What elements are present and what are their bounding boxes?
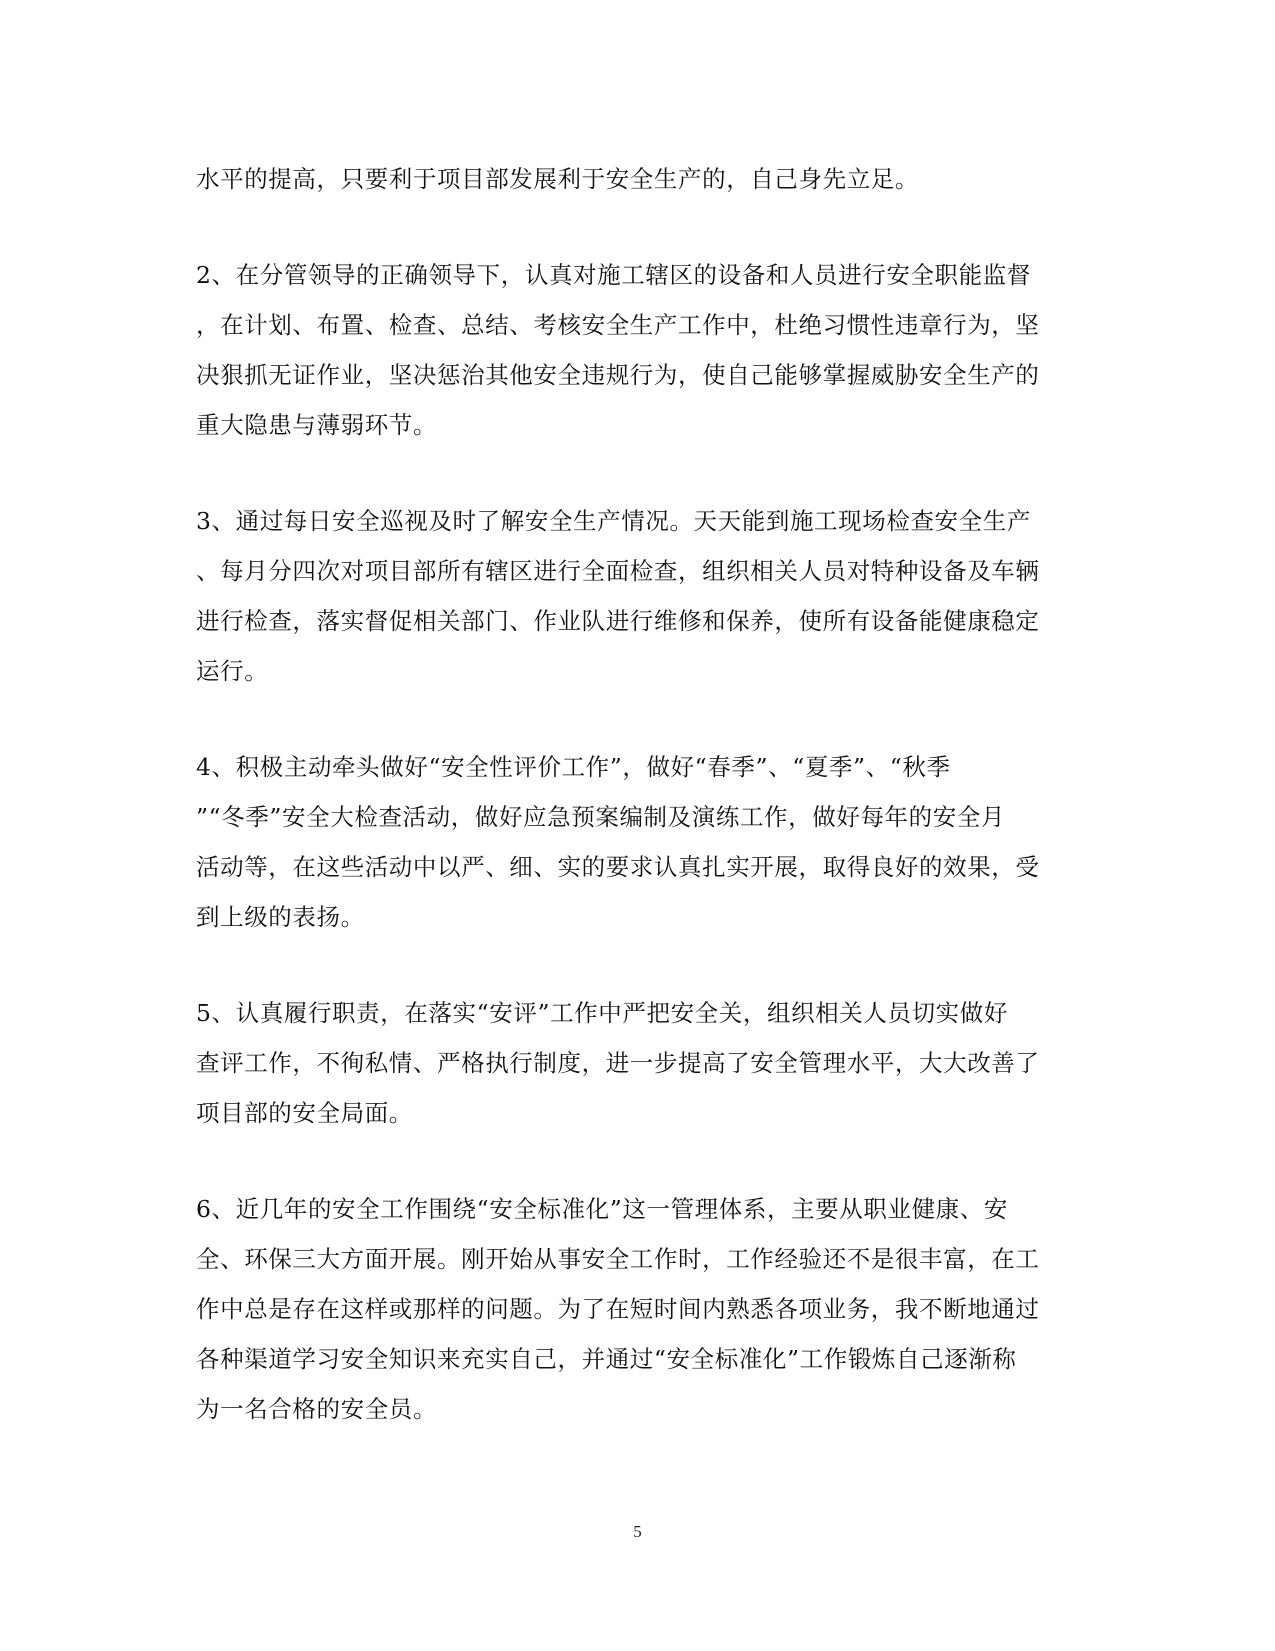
text-line: 3、通过每日安全巡视及时了解安全生产情况。天天能到施工现场检查安全生产	[196, 507, 1031, 535]
paragraph-3	[196, 496, 1076, 696]
text-line: 5、认真履行职责，在落实“安评”工作中严把安全关，组织相关人员切实做好	[196, 999, 1008, 1027]
paragraph-6	[196, 1184, 1076, 1434]
text-line: 2、在分管领导的正确领导下，认真对施工辖区的设备和人员进行安全职能监督	[196, 261, 1031, 289]
text-line: 各种渠道学习安全知识来充实自己，并通过“安全标准化”工作锻炼自己逐渐称	[196, 1345, 1017, 1373]
paragraph-5	[196, 988, 1076, 1138]
text-line: 重大隐患与薄弱环节。	[196, 411, 437, 439]
paragraph-2	[196, 250, 1076, 450]
paragraph-4	[196, 742, 1076, 942]
text-line: 6、近几年的安全工作围绕“安全标准化”这一管理体系，主要从职业健康、安	[196, 1195, 1008, 1223]
body-text	[196, 154, 1076, 1480]
text-line: 查评工作，不徇私情、严格执行制度，进一步提高了安全管理水平，大大改善了	[196, 1049, 1040, 1077]
text-line: ，在计划、布置、检查、总结、考核安全生产工作中，杜绝习惯性违章行为，坚	[196, 311, 1040, 339]
text-line: 进行检查，落实督促相关部门、作业队进行维修和保养，使所有设备能健康稳定	[196, 607, 1040, 635]
text-line: 全、环保三大方面开展。刚开始从事安全工作时，工作经验还不是很丰富，在工	[196, 1245, 1040, 1273]
text-line: 活动等，在这些活动中以严、细、实的要求认真扎实开展，取得良好的效果，受	[196, 853, 1040, 881]
text-line: 运行。	[196, 657, 269, 685]
text-line: 水平的提高，只要利于项目部发展利于安全生产的，自己身先立足。	[196, 165, 919, 193]
text-line: 4、积极主动牵头做好“安全性评价工作”，做好“春季”、“夏季”、“秋季	[196, 753, 951, 781]
text-line: 项目部的安全局面。	[196, 1099, 413, 1127]
text-line: 、每月分四次对项目部所有辖区进行全面检查，组织相关人员对特种设备及车辆	[196, 557, 1040, 585]
text-line: 到上级的表扬。	[196, 903, 365, 931]
text-line: 决狠抓无证作业，坚决惩治其他安全违规行为，使自己能够掌握威胁安全生产的	[196, 361, 1040, 389]
text-line: 作中总是存在这样或那样的问题。为了在短时间内熟悉各项业务，我不断地通过	[196, 1295, 1040, 1323]
paragraph-1	[196, 154, 1076, 204]
text-line: ”“冬季”安全大检查活动，做好应急预案编制及演练工作，做好每年的安全月	[196, 803, 1006, 831]
text-line: 为一名合格的安全员。	[196, 1395, 437, 1423]
page-number: 5	[633, 1522, 642, 1541]
